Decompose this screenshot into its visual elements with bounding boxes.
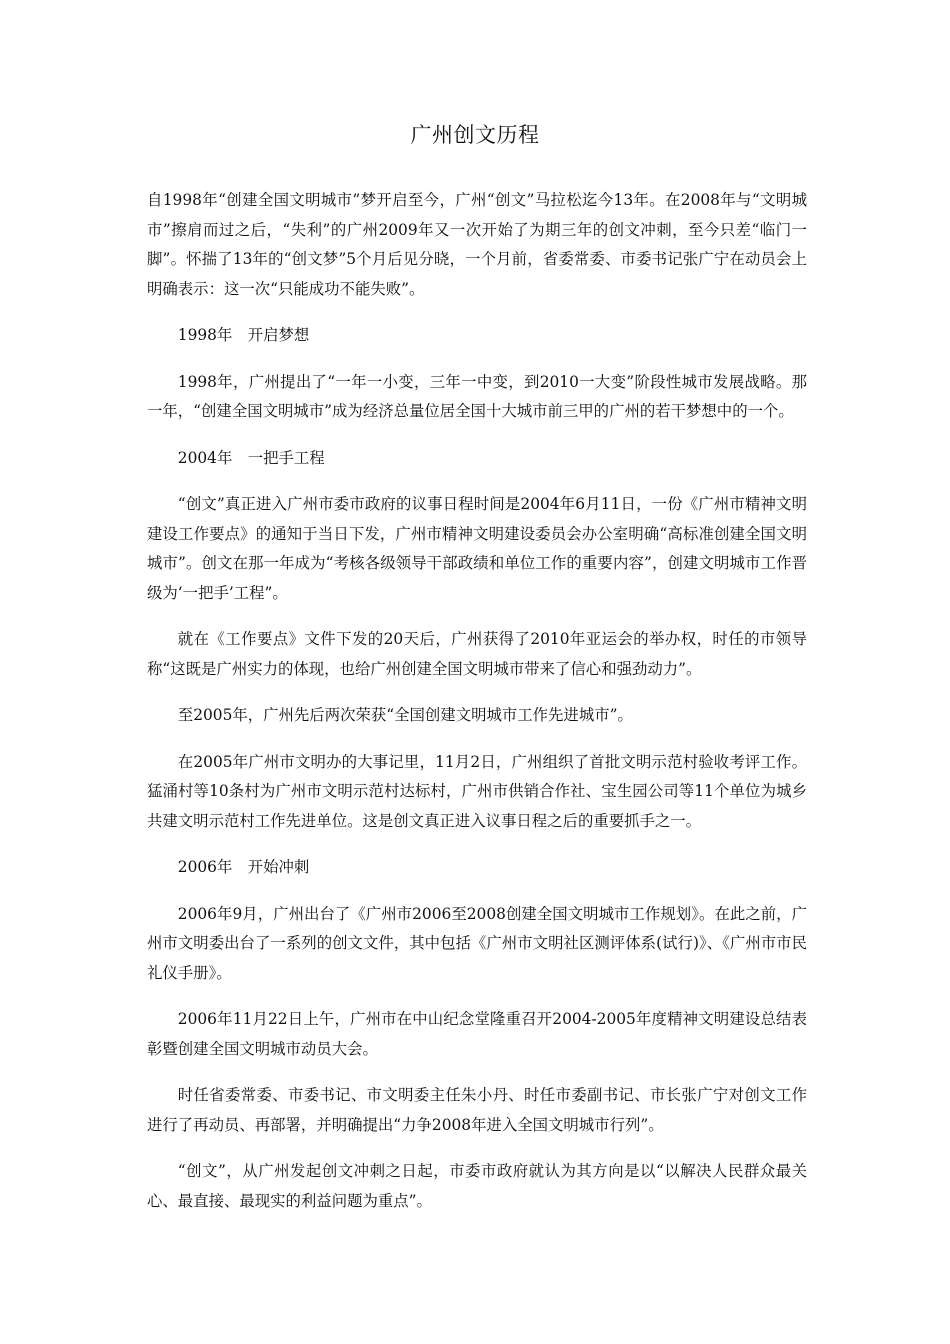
paragraph: 至2005年，广州先后两次荣获“全国创建文明城市工作先进城市”。 [177, 706, 633, 724]
document-title: 广州创文历程 [410, 123, 540, 147]
paragraph: “创文”，从广州发起创文冲刺之日起，市委市政府就认为其方向是以“以解决人民群众最关心、最直接、最现实的利益问题为重点”。 [147, 1162, 807, 1210]
paragraph: “创文”真正进入广州市委市政府的议事日程时间是2004年6月11日，一份《广州市精神文明建设工作要点》的通知于当日下发，广州市精神文明建设委员会办公室明确“高标准创建全国文明城市”。创文在那一年成为“考核各级领导干部政绩和单位工作的重要内容”，创建文明城市工作晋级为‘一把手’工程”。 [147, 495, 807, 602]
paragraph: 2006年11月22日上午，广州市在中山纪念堂隆重召开2004-2005年度精神文明建设总结表彰暨创建全国文明城市动员大会。 [147, 1010, 807, 1058]
document-body [147, 186, 807, 1233]
paragraph: 在2005年广州市文明办的大事记里，11月2日，广州组织了首批文明示范村验收考评工作。猛涌村等10条村为广州市文明示范村达标村，广州市供销合作社、宝生园公司等11个单位为城乡共建文明示范村工作先进单位。这是创文真正进入议事日程之后的重要抓手之一。 [147, 752, 807, 830]
paragraph: 时任省委常委、市委书记、市文明委主任朱小丹、时任市委副书记、市长张广宁对创文工作进行了再动员、再部署，并明确提出“力争2008年进入全国文明城市行列”。 [147, 1086, 807, 1134]
section-heading-2006: 2006年 开始冲刺 [177, 858, 310, 876]
section-heading-2004: 2004年 一把手工程 [177, 448, 325, 467]
paragraph: 就在《工作要点》文件下发的20天后，广州获得了2010年亚运会的举办权，时任的市领导称“这既是广州实力的体现，也给广州创建全国文明城市带来了信心和强劲动力”。 [147, 630, 807, 678]
paragraph: 2006年9月，广州出台了《广州市2006至2008创建全国文明城市工作规划》。在此之前，广州市文明委出台了一系列的创文文件，其中包括《广州市文明社区测评体系(试行)》、《广州市市民礼仪手册》。 [147, 904, 807, 982]
intro-paragraph: 自1998年“创建全国文明城市”梦开启至今，广州“创文”马拉松迄今13年。在2008年与“文明城市”擦肩而过之后，“失利”的广州2009年又一次开始了为期三年的创文冲刺，至今只差“临门一脚”。怀揣了13年的“创文梦”5个月后见分晓，一个月前，省委常委、市委书记张广宁在动员会上明确表示：这一次“只能成功不能失败”。 [147, 191, 807, 298]
section-heading-1998: 1998年 开启梦想 [177, 326, 310, 344]
paragraph: 1998年，广州提出了“一年一小变，三年一中变，到2010一大变”阶段性城市发展战略。那一年，“创建全国文明城市”成为经济总量位居全国十大城市前三甲的广州的若干梦想中的一个。 [147, 372, 807, 420]
